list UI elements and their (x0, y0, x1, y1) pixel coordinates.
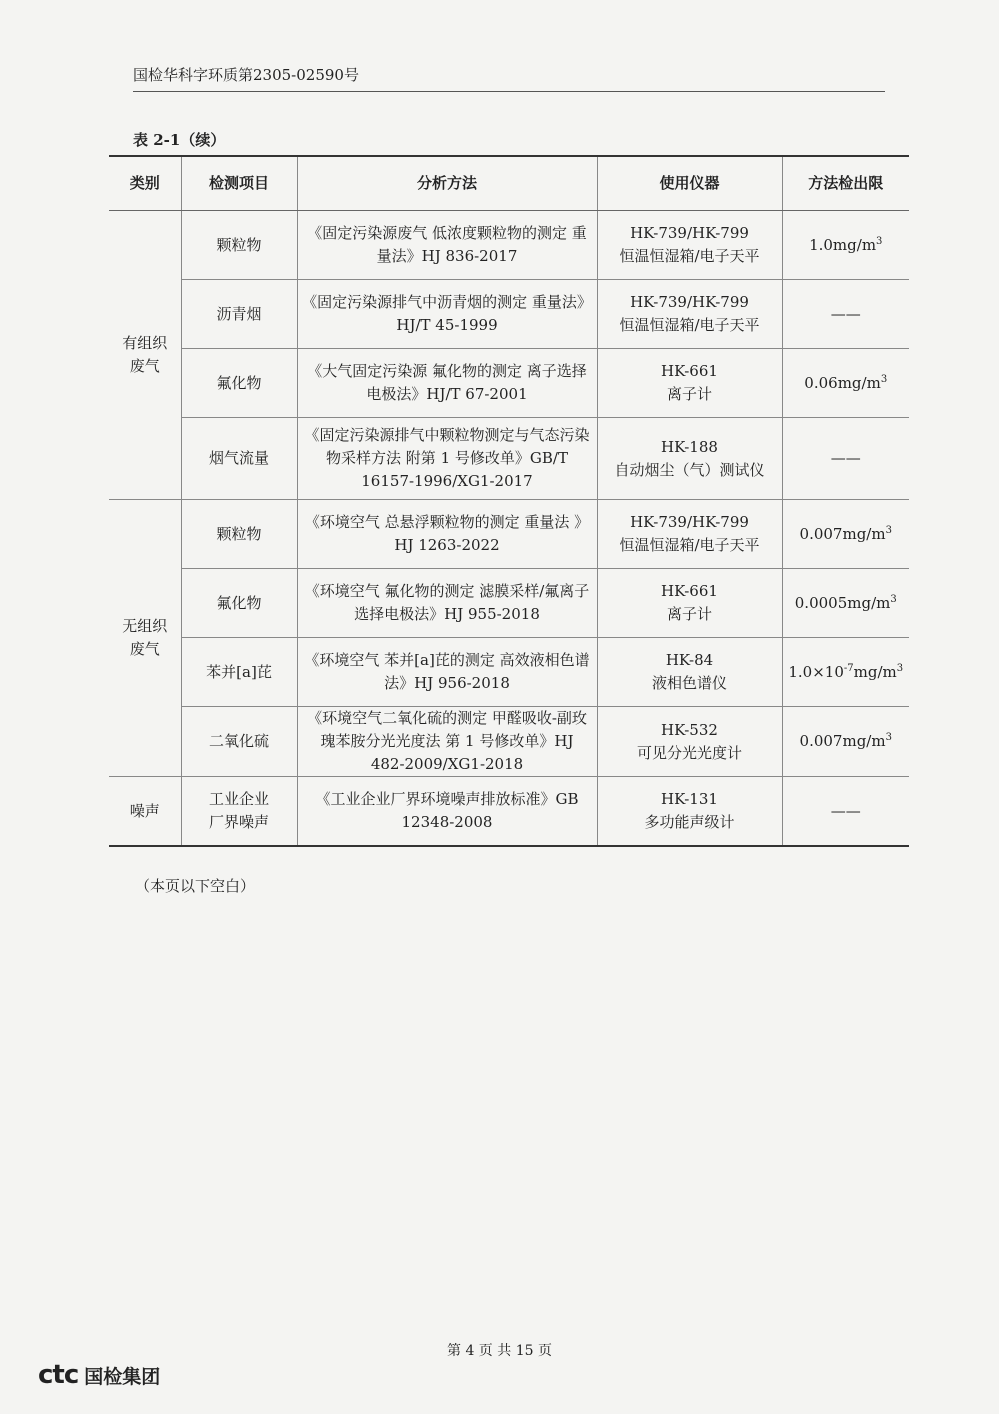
limit-cell: $0.0005mg/m^3$ (782, 569, 909, 638)
item-cell: 工业企业 厂界噪声 (181, 777, 297, 847)
limit-cell: $0.007mg/m^3$ (782, 707, 909, 777)
category-label: 无组织 (122, 617, 168, 635)
blank-page-note: （本页以下空白） (135, 877, 256, 895)
table-row (109, 349, 909, 418)
table-row (109, 569, 909, 638)
item-cell: 氟化物 (181, 349, 297, 418)
method-cell: 《固定污染源排气中沥青烟的测定 重量法》HJ/T 45-1999 (297, 280, 597, 349)
instrument-cell: HK-131 多功能声级计 (597, 777, 782, 847)
col-header-instrument: 使用仪器 (597, 156, 782, 211)
item-cell: 苯并[a]芘 (181, 638, 297, 707)
table-row (109, 280, 909, 349)
limit-cell: —— (782, 418, 909, 500)
logo-name: 国检集团 (84, 1365, 161, 1388)
page-header: 国检华科字环质第2305-02590号 (133, 64, 885, 92)
instrument-cell: HK-84 液相色谱仪 (597, 638, 782, 707)
instrument-cell: HK-661 离子计 (597, 569, 782, 638)
instrument-cell: HK-739/HK-799 恒温恒湿箱/电子天平 (597, 500, 782, 569)
item-cell: 烟气流量 (181, 418, 297, 500)
category-label: 有组织 (122, 334, 168, 352)
method-cell: 《环境空气 氟化物的测定 滤膜采样/氟离子选择电极法》HJ 955-2018 (297, 569, 597, 638)
col-header-limit: 方法检出限 (782, 156, 909, 211)
method-cell: 《工业企业厂界环境噪声排放标准》GB 12348-2008 (297, 777, 597, 847)
method-cell: 《环境空气 苯并[a]芘的测定 高效液相色谱法》HJ 956-2018 (297, 638, 597, 707)
item-cell: 氟化物 (181, 569, 297, 638)
category-label: 废气 (129, 640, 160, 658)
instrument-cell: HK-188 自动烟尘（气）测试仪 (597, 418, 782, 500)
instrument-cell: HK-661 离子计 (597, 349, 782, 418)
table-row (109, 418, 909, 500)
limit-cell: —— (782, 777, 909, 847)
limit-cell: $1.0\times 10^{-7}mg/m^3$ (782, 638, 909, 707)
ctc-logo-icon: ctc (38, 1360, 79, 1390)
table-row (109, 707, 909, 777)
methods-table (109, 155, 909, 847)
category-label: 废气 (129, 357, 160, 375)
category-label: 噪声 (129, 801, 160, 820)
category-cell (109, 500, 181, 777)
company-logo (38, 1360, 160, 1390)
item-cell: 沥青烟 (181, 280, 297, 349)
limit-cell: $0.06mg/m^3$ (782, 349, 909, 418)
category-cell (109, 211, 181, 500)
method-cell: 《环境空气 总悬浮颗粒物的测定 重量法 》HJ 1263-2022 (297, 500, 597, 569)
method-cell: 《固定污染源废气 低浓度颗粒物的测定 重量法》HJ 836-2017 (297, 211, 597, 280)
method-cell: 《固定污染源排气中颗粒物测定与气态污染物采样方法 附第 1 号修改单》GB/T 16157-1996/XG1-2017 (297, 418, 597, 500)
method-cell: 《环境空气二氧化硫的测定 甲醛吸收-副玫瑰苯胺分光光度法 第 1 号修改单》HJ 482-2009/XG1-2018 (297, 707, 597, 777)
page-number: 第 4 页 共 15 页 (447, 1343, 552, 1359)
limit-cell: —— (782, 280, 909, 349)
table-header-row (109, 156, 909, 211)
table-row (109, 638, 909, 707)
limit-cell: $1.0mg/m^3$ (782, 211, 909, 280)
item-cell: 颗粒物 (181, 211, 297, 280)
category-cell (109, 777, 181, 847)
item-cell: 颗粒物 (181, 500, 297, 569)
method-cell: 《大气固定污染源 氟化物的测定 离子选择电极法》HJ/T 67-2001 (297, 349, 597, 418)
instrument-cell: HK-532 可见分光光度计 (597, 707, 782, 777)
limit-cell: $0.007mg/m^3$ (782, 500, 909, 569)
item-cell: 二氧化硫 (181, 707, 297, 777)
table-row (109, 211, 909, 280)
table-row (109, 500, 909, 569)
col-header-category: 类别 (109, 156, 181, 211)
col-header-item: 检测项目 (181, 156, 297, 211)
instrument-cell: HK-739/HK-799 恒温恒湿箱/电子天平 (597, 211, 782, 280)
table-title: 表 2-1（续） (133, 131, 226, 149)
instrument-cell: HK-739/HK-799 恒温恒湿箱/电子天平 (597, 280, 782, 349)
table-row (109, 777, 909, 847)
col-header-method: 分析方法 (297, 156, 597, 211)
